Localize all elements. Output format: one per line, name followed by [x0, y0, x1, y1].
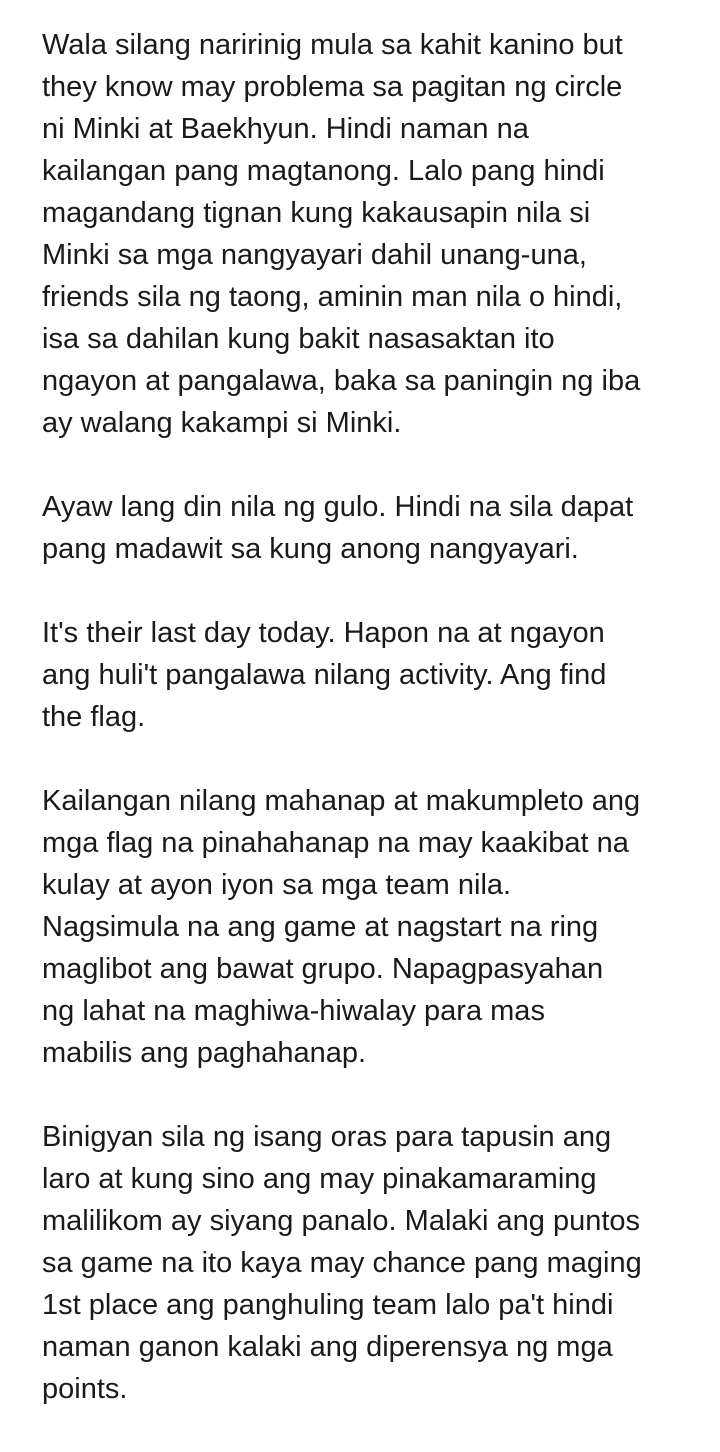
paragraph-4: [42, 780, 702, 1074]
text-line: naman ganon kalaki ang diperensya ng mga: [42, 1331, 613, 1363]
text-line: friends sila ng taong, aminin man nila o hindi,: [42, 281, 623, 313]
text-line: the flag.: [42, 701, 146, 733]
text-line: they know may problema sa pagitan ng circle: [42, 71, 623, 103]
text-line: mabilis ang paghahanap.: [42, 1037, 367, 1069]
text-line: ang huli't pangalawa nilang activity. Ang find: [42, 659, 607, 691]
text-line: isa sa dahilan kung bakit nasasaktan ito: [42, 323, 555, 355]
text-line: mga flag na pinahahanap na may kaakibat na: [42, 827, 629, 859]
paragraph-3: [42, 612, 702, 738]
paragraph-2: [42, 486, 702, 570]
text-line: malilikom ay siyang panalo. Malaki ang puntos: [42, 1205, 641, 1237]
text-line: Wala silang naririnig mula sa kahit kanino but: [42, 29, 623, 61]
paragraph-5: [42, 1116, 702, 1410]
text-line: Ayaw lang din nila ng gulo. Hindi na sila dapat: [42, 491, 634, 523]
text-line: Binigyan sila ng isang oras para tapusin ang: [42, 1121, 612, 1153]
text-line: ni Minki at Baekhyun. Hindi naman na: [42, 113, 529, 145]
text-line: kulay at ayon iyon sa mga team nila.: [42, 869, 512, 901]
text-line: Minki sa mga nangyayari dahil unang-una,: [42, 239, 587, 271]
text-line: sa game na ito kaya may chance pang maging: [42, 1247, 642, 1279]
text-line: ngayon at pangalawa, baka sa paningin ng iba: [42, 365, 641, 397]
text-line: 1st place ang panghuling team lalo pa't hindi: [42, 1289, 614, 1321]
text-line: ng lahat na maghiwa-hiwalay para mas: [42, 995, 545, 1027]
text-line: points.: [42, 1373, 128, 1405]
text-line: It's their last day today. Hapon na at ngayon: [42, 617, 605, 649]
text-line: pang madawit sa kung anong nangyayari.: [42, 533, 579, 565]
text-line: Kailangan nilang mahanap at makumpleto ang: [42, 785, 641, 817]
text-line: laro at kung sino ang may pinakamaraming: [42, 1163, 597, 1195]
text-line: maglibot ang bawat grupo. Napagpasyahan: [42, 953, 604, 985]
text-line: magandang tignan kung kakausapin nila si: [42, 197, 591, 229]
text-line: Nagsimula na ang game at nagstart na ring: [42, 911, 599, 943]
text-line: kailangan pang magtanong. Lalo pang hindi: [42, 155, 605, 187]
story-text: [42, 24, 702, 1452]
text-line: ay walang kakampi si Minki.: [42, 407, 402, 439]
paragraph-1: [42, 24, 702, 444]
